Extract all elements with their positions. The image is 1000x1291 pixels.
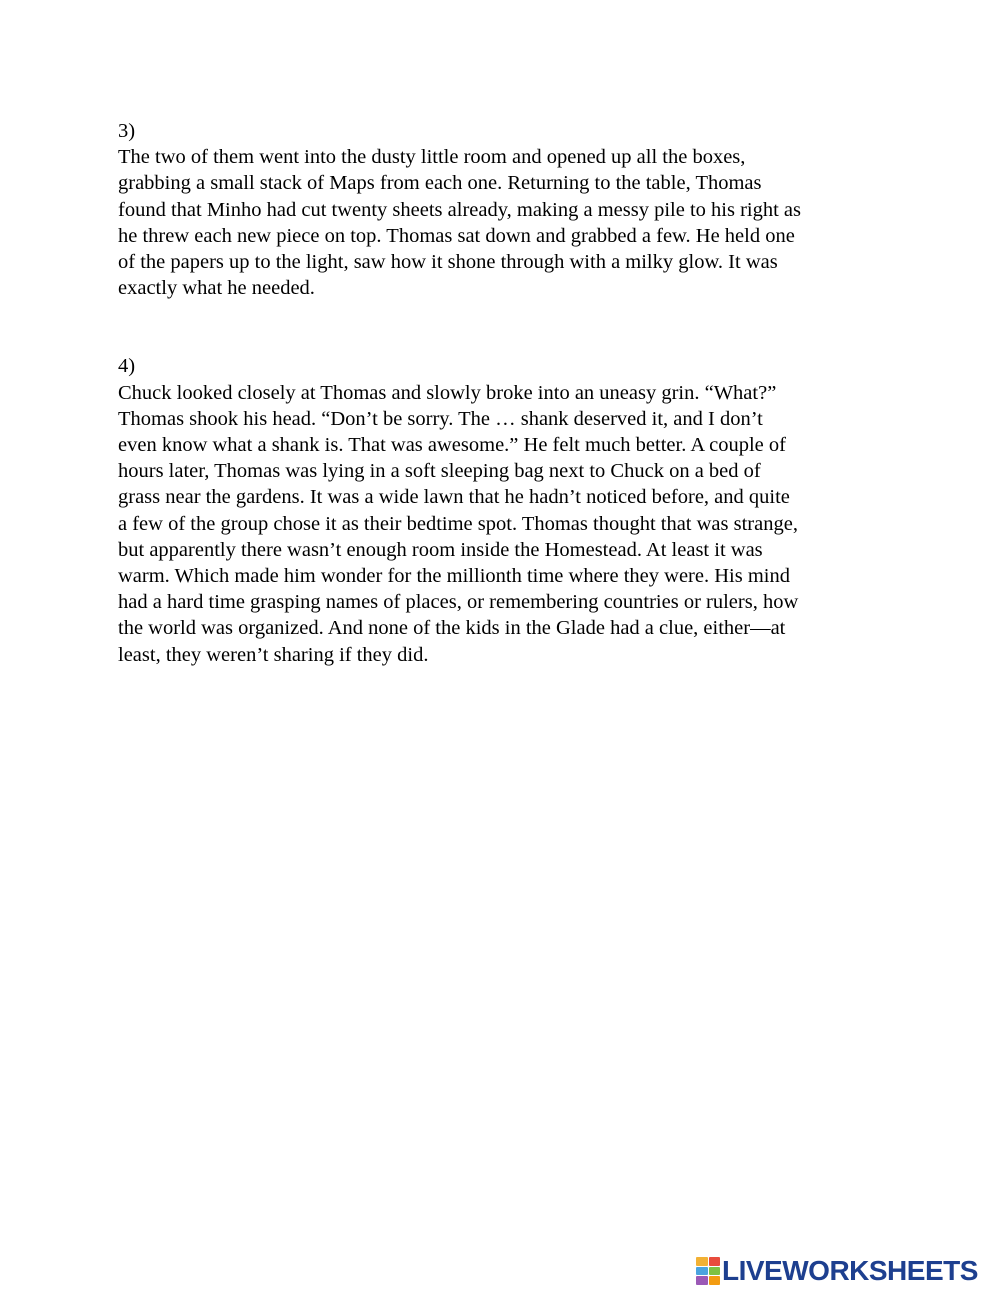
text-line: found that Minho had cut twenty sheets already, making a messy pile to his right as	[118, 198, 802, 221]
liveworksheets-logo-icon	[696, 1257, 720, 1285]
text-line: he threw each new piece on top. Thomas sat down and grabbed a few. He held one	[118, 224, 795, 247]
text-line: the world was organized. And none of the kids in the Glade had a clue, either—at	[118, 617, 786, 640]
text-line: grass near the gardens. It was a wide lawn that he hadn’t noticed before, and quite	[118, 486, 790, 509]
text-line: warm. Which made him wonder for the millionth time where they were. His mind	[118, 565, 790, 588]
text-line: had a hard time grasping names of places, or remembering countries or rulers, how	[118, 591, 799, 614]
text-line: hours later, Thomas was lying in a soft sleeping bag next to Chuck on a bed of	[118, 460, 761, 483]
text-line: Thomas shook his head. “Don’t be sorry. The … shank deserved it, and I don’t	[118, 407, 763, 430]
logo-block	[696, 1257, 708, 1266]
text-line: but apparently there wasn’t enough room inside the Homestead. At least it was	[118, 538, 763, 561]
section-number: 3)	[118, 120, 136, 142]
text-line: even know what a shank is. That was awesome.” He felt much better. A couple of	[118, 434, 786, 457]
text-line: Chuck looked closely at Thomas and slowly broke into an uneasy grin. “What?”	[118, 381, 777, 404]
logo-block	[696, 1276, 708, 1285]
text-line: least, they weren’t sharing if they did.	[118, 643, 429, 666]
logo-block	[709, 1276, 721, 1285]
text-line: exactly what he needed.	[118, 277, 315, 300]
liveworksheets-logo	[696, 1253, 978, 1289]
logo-block	[709, 1257, 721, 1266]
logo-text: LIVEWORKSHEETS	[722, 1255, 978, 1286]
text-line: The two of them went into the dusty little room and opened up all the boxes,	[118, 146, 746, 169]
text-line: grabbing a small stack of Maps from each one. Returning to the table, Thomas	[118, 172, 762, 195]
logo-block	[696, 1267, 708, 1276]
text-line: of the papers up to the light, saw how it shone through with a milky glow. It was	[118, 251, 778, 274]
passage-4	[118, 353, 898, 667]
document-page	[118, 118, 898, 668]
section-number: 4)	[118, 355, 136, 378]
logo-block	[709, 1267, 721, 1276]
passage-3	[118, 118, 898, 301]
text-line: a few of the group chose it as their bedtime spot. Thomas thought that was strange,	[118, 512, 798, 535]
